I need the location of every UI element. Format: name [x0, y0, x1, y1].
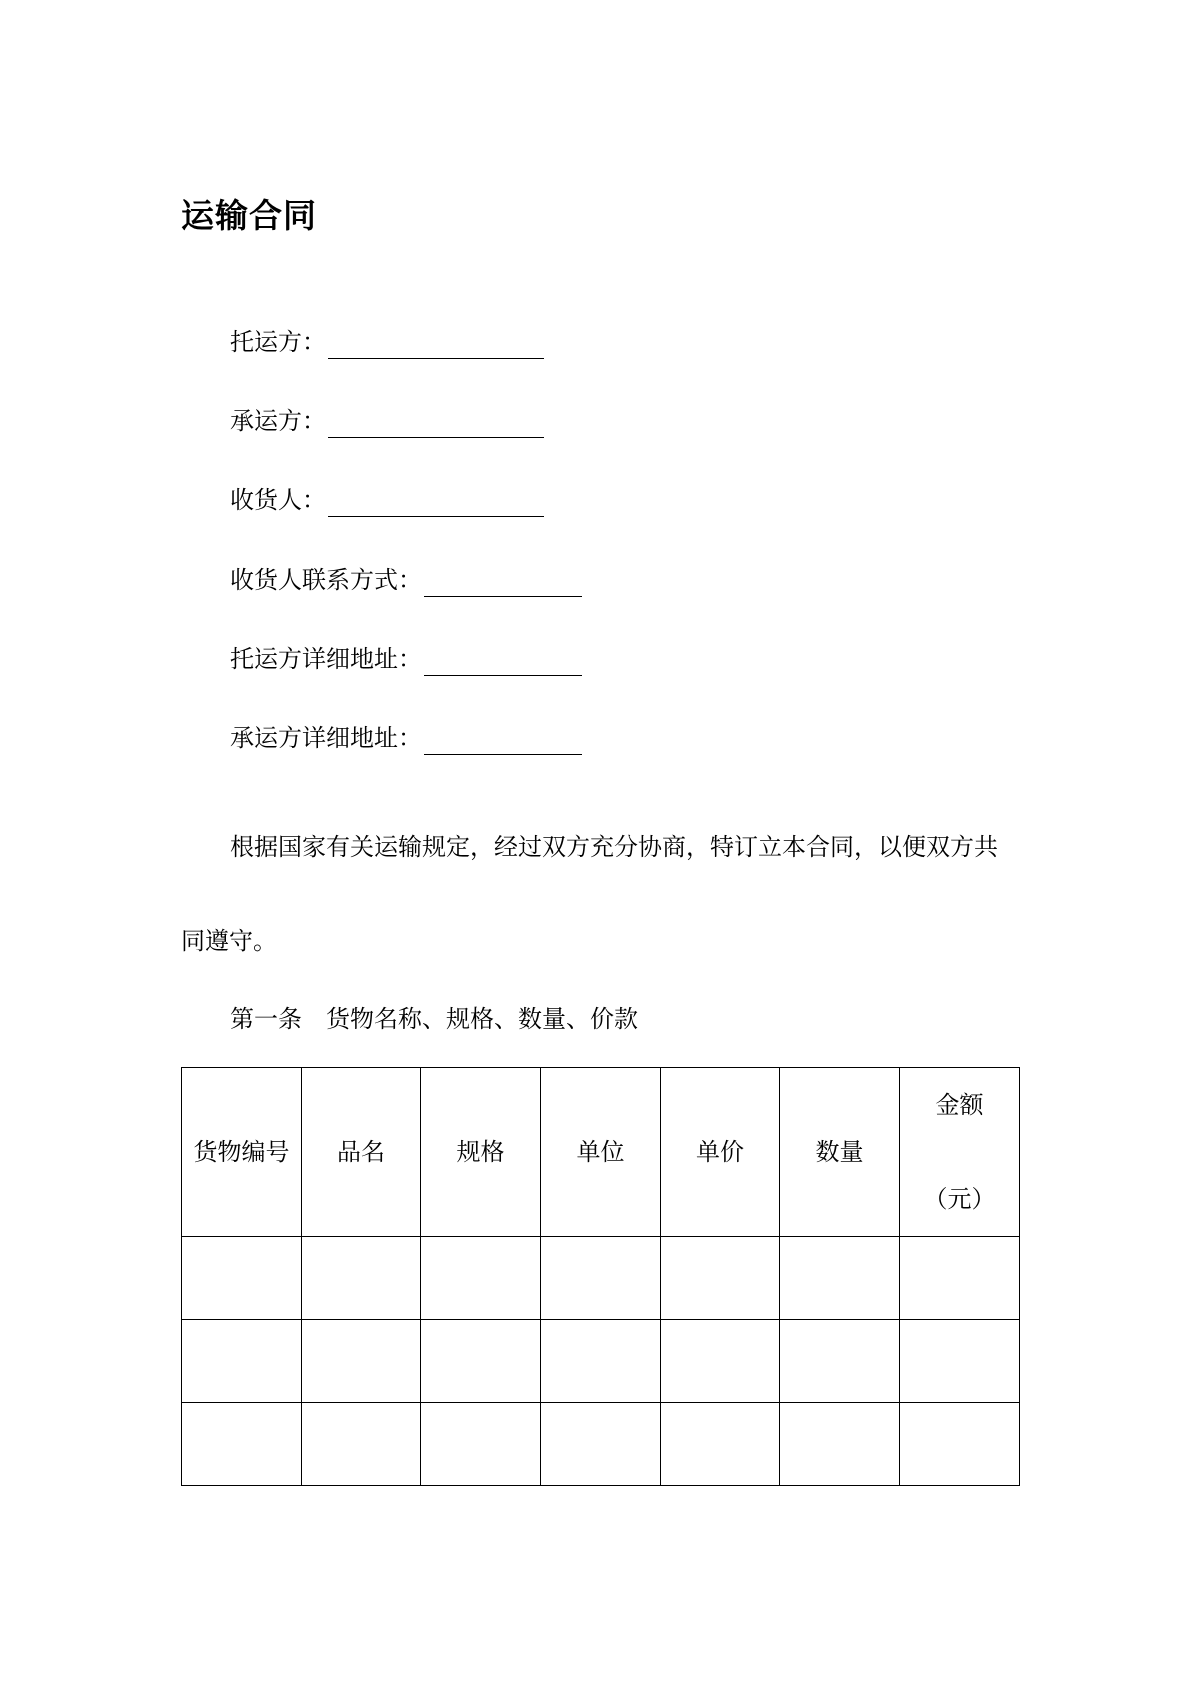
header-specification: 规格 [421, 1068, 541, 1237]
table-cell[interactable] [900, 1320, 1020, 1403]
table-cell[interactable] [780, 1237, 900, 1320]
consignor-address-field [230, 642, 582, 676]
header-unit: 单位 [541, 1068, 661, 1237]
document-title: 运输合同 [181, 196, 317, 235]
consignee-label: 收货人： [230, 486, 326, 514]
table-cell[interactable] [780, 1320, 900, 1403]
header-quantity: 数量 [780, 1068, 900, 1237]
carrier-address-label: 承运方详细地址： [230, 724, 422, 752]
carrier-address-field [230, 721, 582, 755]
intro-line-2: 同遵守。 [181, 927, 277, 955]
table-cell[interactable] [302, 1237, 421, 1320]
table-cell[interactable] [421, 1237, 541, 1320]
table-row [182, 1320, 1020, 1403]
table-cell[interactable] [302, 1403, 421, 1486]
table-cell[interactable] [182, 1320, 302, 1403]
header-product-name: 品名 [302, 1068, 421, 1237]
consignee-field [230, 483, 544, 517]
table-header-row [182, 1068, 1020, 1237]
table-cell[interactable] [182, 1403, 302, 1486]
table-row [182, 1403, 1020, 1486]
table-cell[interactable] [541, 1320, 661, 1403]
article-1-heading: 第一条 货物名称、规格、数量、价款 [230, 1005, 638, 1033]
carrier-label: 承运方： [230, 407, 326, 435]
table-cell[interactable] [900, 1237, 1020, 1320]
goods-table [181, 1067, 1020, 1486]
table-cell[interactable] [661, 1320, 780, 1403]
header-amount [900, 1068, 1020, 1237]
table-cell[interactable] [541, 1403, 661, 1486]
consignor-address-label: 托运方详细地址： [230, 645, 422, 673]
table-cell[interactable] [900, 1403, 1020, 1486]
consignor-label: 托运方： [230, 328, 326, 356]
header-goods-no: 货物编号 [182, 1068, 302, 1237]
table-cell[interactable] [421, 1320, 541, 1403]
consignee-contact-field [230, 563, 582, 597]
table-row [182, 1237, 1020, 1320]
table-cell[interactable] [421, 1403, 541, 1486]
consignor-field [230, 325, 544, 359]
table-cell[interactable] [541, 1237, 661, 1320]
carrier-field [230, 404, 544, 438]
table-cell[interactable] [302, 1320, 421, 1403]
header-unit-price: 单价 [661, 1068, 780, 1237]
header-amount-unit: （元） [923, 1185, 996, 1213]
header-amount-label: 金额 [935, 1091, 984, 1119]
table-cell[interactable] [661, 1237, 780, 1320]
carrier-blank[interactable] [328, 407, 544, 438]
consignee-blank[interactable] [328, 486, 544, 517]
consignee-contact-label: 收货人联系方式： [230, 566, 422, 594]
table-cell[interactable] [661, 1403, 780, 1486]
consignor-blank[interactable] [328, 328, 544, 359]
table-cell[interactable] [182, 1237, 302, 1320]
intro-line-1: 根据国家有关运输规定，经过双方充分协商，特订立本合同，以便双方共 [230, 833, 998, 861]
consignor-address-blank[interactable] [424, 645, 582, 676]
consignee-contact-blank[interactable] [424, 566, 582, 597]
table-cell[interactable] [780, 1403, 900, 1486]
carrier-address-blank[interactable] [424, 724, 582, 755]
